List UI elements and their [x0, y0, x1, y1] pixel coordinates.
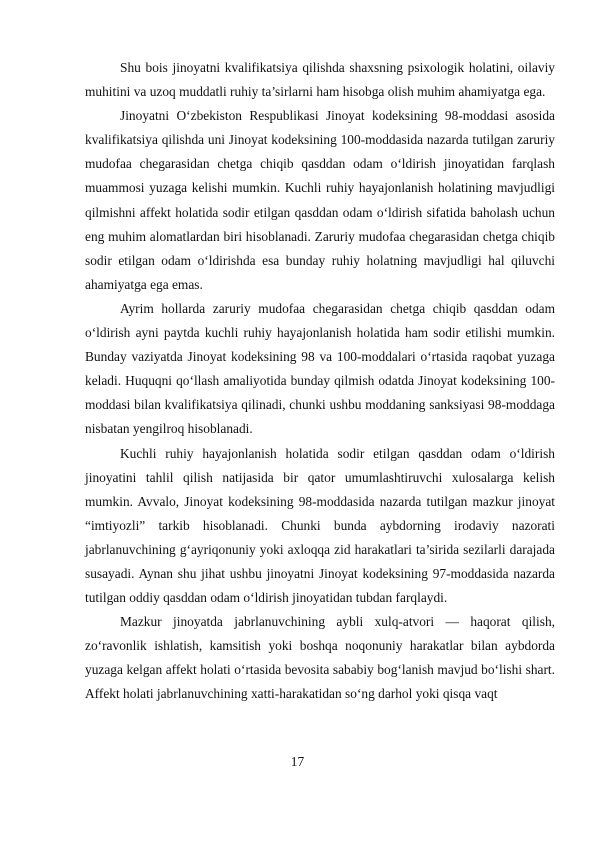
paragraph: Shu bois jinoyatni kvalifikatsiya qilishda shaxsning psixologik holatini, oilaviy muhitini va uzoq muddatli ruhiy ta’sirlarni ham hisobga olish muhim ahamiyatga ega.: [85, 60, 555, 100]
paragraph: Mazkur jinoyatda jabrlanuvchining aybli xulq-atvori — haqorat qilish, zo‘ravonlik ishlatish, kamsitish yoki boshqa noqonuniy harakatlar bilan aybdorda yuzaga kelgan affekt holati o‘rtasida bevosita sababiy bog‘lanish mavjud bo‘lishi shart. Affekt holati jabrlanuvchining xatti-harakatidan so‘ng darhol yoki qisqa vaqt: [85, 614, 555, 702]
paragraph: Kuchli ruhiy hayajonlanish holatida sodir etilgan qasddan odam o‘ldirish jinoyatini tahlil qilish natijasida bir qator umumlashtiruvchi xulosalarga kelish mumkin. Avvalo, Jinoyat kodeksining 98-moddasida nazarda tutilgan mazkur jinoyat “imtiyozli” tarkib hisoblanadi. Chunki bunda aybdorning irodaviy nazorati jabrlanuvchining g‘ayriqonuniy yoki axloqqa zid harakatlari ta’sirida sezilarli darajada susayadi. Aynan shu jihat ushbu jinoyatni Jinoyat kodeksining 97-moddasida nazarda tutilgan oddiy qasddan odam o‘ldirish jinoyatidan tubdan farqlaydi.: [85, 445, 555, 606]
paragraph: Jinoyatni O‘zbekiston Respublikasi Jinoyat kodeksining 98-moddasi asosida kvalifikatsiya qilishda uni Jinoyat kodeksining 100-moddasida nazarda tutilgan zaruriy mudofaa chegarasidan chetga chiqib qasddan odam o‘ldirish jinoyatidan farqlash muammosi yuzaga kelishi mumkin. Kuchli ruhiy hayajonlanish holatining mavjudligi qilmishni affekt holatida sodir etilgan qasddan odam o‘ldirish sifatida baholash uchun eng muhim alomatlardan biri hisoblanadi. Zaruriy mudofaa chegarasidan chetga chiqib sodir etilgan odam o‘ldirishda esa bunday ruhiy holatning mavjudligi hal qiluvchi ahamiyatga ega emas.: [85, 108, 555, 292]
body-text: [85, 56, 555, 707]
page-number: 17: [290, 754, 305, 769]
paragraph: Ayrim hollarda zaruriy mudofaa chegarasidan chetga chiqib qasddan odam o‘ldirish ayni paytda kuchli ruhiy hayajonlanish holatida ham sodir etilishi mumkin. Bunday vaziyatda Jinoyat kodeksining 98 va 100-moddalari o‘rtasida raqobat yuzaga keladi. Huquqni qo‘llash amaliyotida bunday qilmish odatda Jinoyat kodeksining 100-moddasi bilan kvalifikatsiya qilinadi, chunki ushbu moddaning sanksiyasi 98-moddaga nisbatan yengilroq hisoblanadi.: [85, 300, 555, 437]
